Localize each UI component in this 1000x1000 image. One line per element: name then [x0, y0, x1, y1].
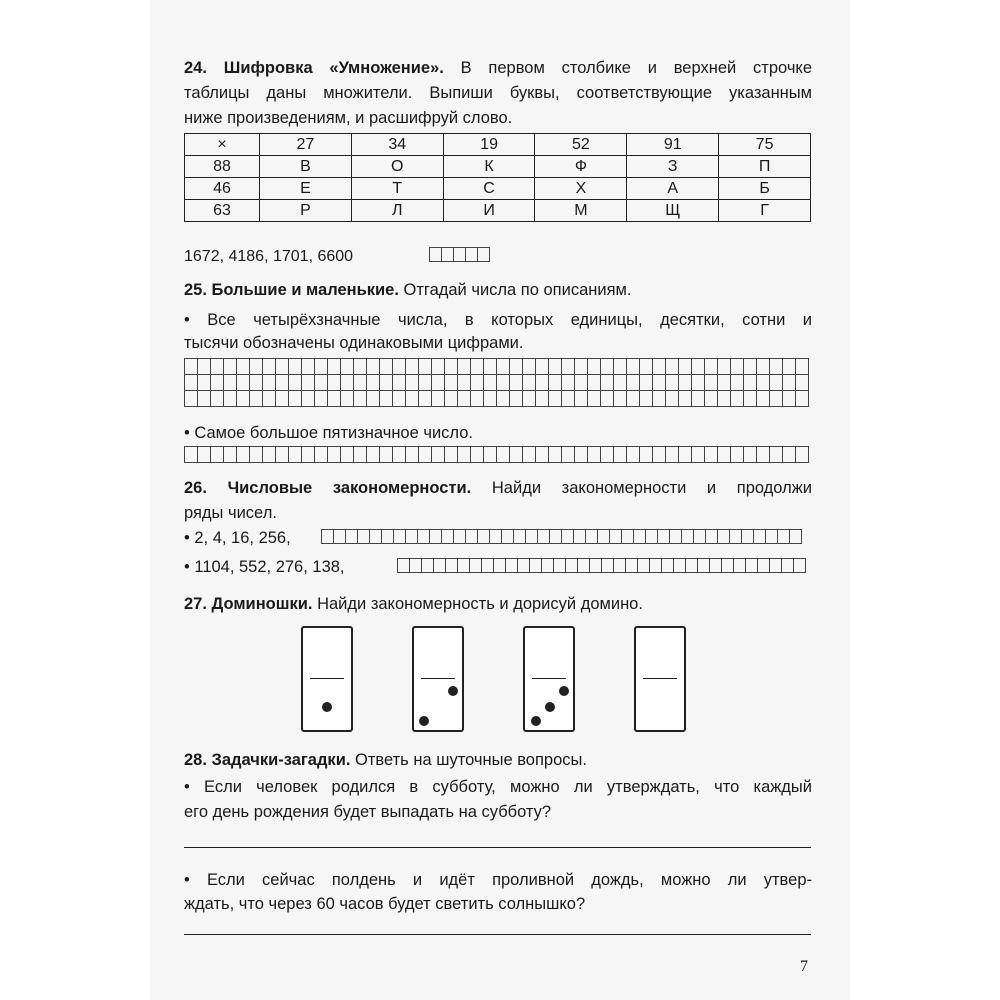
task25-item2: • Самое большое пятизначное число.	[184, 424, 473, 442]
cipher-cell: Р	[260, 200, 352, 222]
task25-item1-line2: тысячи обозначены одинаковыми цифрами.	[184, 334, 524, 352]
task26-seq1: • 2, 4, 16, 256,	[184, 529, 291, 547]
cipher-cell: 88	[185, 156, 260, 178]
task28-q1-line2: его день рождения будет выпадать на субботу?	[184, 803, 552, 821]
cipher-cell: Г	[719, 200, 811, 222]
cipher-cell: Щ	[627, 200, 719, 222]
domino-pip	[419, 716, 429, 726]
task24-text3: ниже произведениям, и расшифруй слово.	[184, 109, 513, 127]
task26-text2: ряды чисел.	[184, 504, 277, 522]
task24-text1: В первом столбике и верхней строчке	[460, 59, 813, 77]
cipher-header-row	[185, 134, 811, 156]
domino-pip	[322, 702, 332, 712]
cipher-cell: З	[627, 156, 719, 178]
domino-pip	[545, 702, 555, 712]
cipher-header-cell: 19	[443, 134, 535, 156]
task24-products: 1672, 4186, 1701, 6600	[184, 248, 354, 265]
cipher-header-cell: 52	[535, 134, 627, 156]
cipher-cell: Б	[719, 178, 811, 200]
domino-2	[412, 626, 464, 732]
answer-line-2[interactable]	[184, 934, 811, 935]
task27-line	[184, 592, 812, 617]
task27-title: 27. Доминошки.	[184, 595, 313, 613]
domino-pip	[448, 686, 458, 696]
cipher-cell: Л	[351, 200, 443, 222]
task28-q2-line1: • Если сейчас полдень и идёт проливной дождь, можно ли утвер-	[184, 871, 812, 889]
domino-pip	[559, 686, 569, 696]
cipher-header-cell: 27	[260, 134, 352, 156]
cipher-cell: С	[443, 178, 535, 200]
cipher-cell: Т	[351, 178, 443, 200]
workbook-page	[150, 0, 850, 1000]
task28-text: Ответь на шуточные вопросы.	[355, 751, 587, 769]
domino-1	[301, 626, 353, 732]
task25-title: 25. Большие и маленькие.	[184, 281, 399, 299]
task26-title: 26. Числовые закономерности.	[184, 479, 472, 497]
task26-line1	[184, 476, 812, 501]
task25-answer-grid-2[interactable]	[184, 446, 809, 463]
task25-item1-line1: • Все четырёхзначные числа, в которых единицы, десятки, сотни и	[184, 311, 812, 329]
task26-text1: Найди закономерности и продолжи	[491, 479, 813, 497]
domino-pip	[531, 716, 541, 726]
task27-text: Найди закономерность и дорисуй домино.	[317, 595, 643, 613]
cipher-cell: Е	[260, 178, 352, 200]
task26-seq2-cells[interactable]	[397, 558, 806, 573]
cipher-cell: К	[443, 156, 535, 178]
cipher-cell: А	[627, 178, 719, 200]
cipher-cell: И	[443, 200, 535, 222]
task24-text2: таблицы даны множители. Выпиши буквы, соответствующие указанным	[184, 84, 812, 102]
cipher-row	[185, 156, 811, 178]
task28-q1-line1: • Если человек родился в субботу, можно ли утверждать, что каждый	[184, 778, 812, 796]
cipher-cell: Х	[535, 178, 627, 200]
page-number: 7	[800, 958, 808, 975]
cipher-table	[184, 133, 811, 222]
cipher-cell: Ф	[535, 156, 627, 178]
task28-line	[184, 748, 812, 773]
task24-title: 24. Шифровка «Умножение».	[184, 59, 444, 77]
task25-line	[184, 278, 812, 303]
task26-seq1-cells[interactable]	[321, 529, 802, 544]
cipher-row	[185, 200, 811, 222]
cipher-cell: 63	[185, 200, 260, 222]
task28-q2-line2: ждать, что через 60 часов будет светить солнышко?	[184, 895, 586, 913]
cipher-header-cell: 34	[351, 134, 443, 156]
cipher-cell: О	[351, 156, 443, 178]
task25-text: Отгадай числа по описаниям.	[403, 281, 632, 299]
task28-title: 28. Задачки-загадки.	[184, 751, 351, 769]
answer-line-1[interactable]	[184, 847, 811, 848]
cipher-cell: В	[260, 156, 352, 178]
cipher-cell: П	[719, 156, 811, 178]
task25-answer-grid[interactable]	[184, 358, 809, 407]
task24-line1	[184, 56, 812, 81]
cipher-cell: М	[535, 200, 627, 222]
cipher-header-cell: 91	[627, 134, 719, 156]
cipher-header-cell: ×	[185, 134, 260, 156]
cipher-header-cell: 75	[719, 134, 811, 156]
task26-seq2: • 1104, 552, 276, 138,	[184, 558, 345, 576]
cipher-row	[185, 178, 811, 200]
task24-answer-cells[interactable]	[429, 247, 490, 262]
domino-3	[523, 626, 575, 732]
cipher-cell: 46	[185, 178, 260, 200]
domino-blank[interactable]	[634, 626, 686, 732]
